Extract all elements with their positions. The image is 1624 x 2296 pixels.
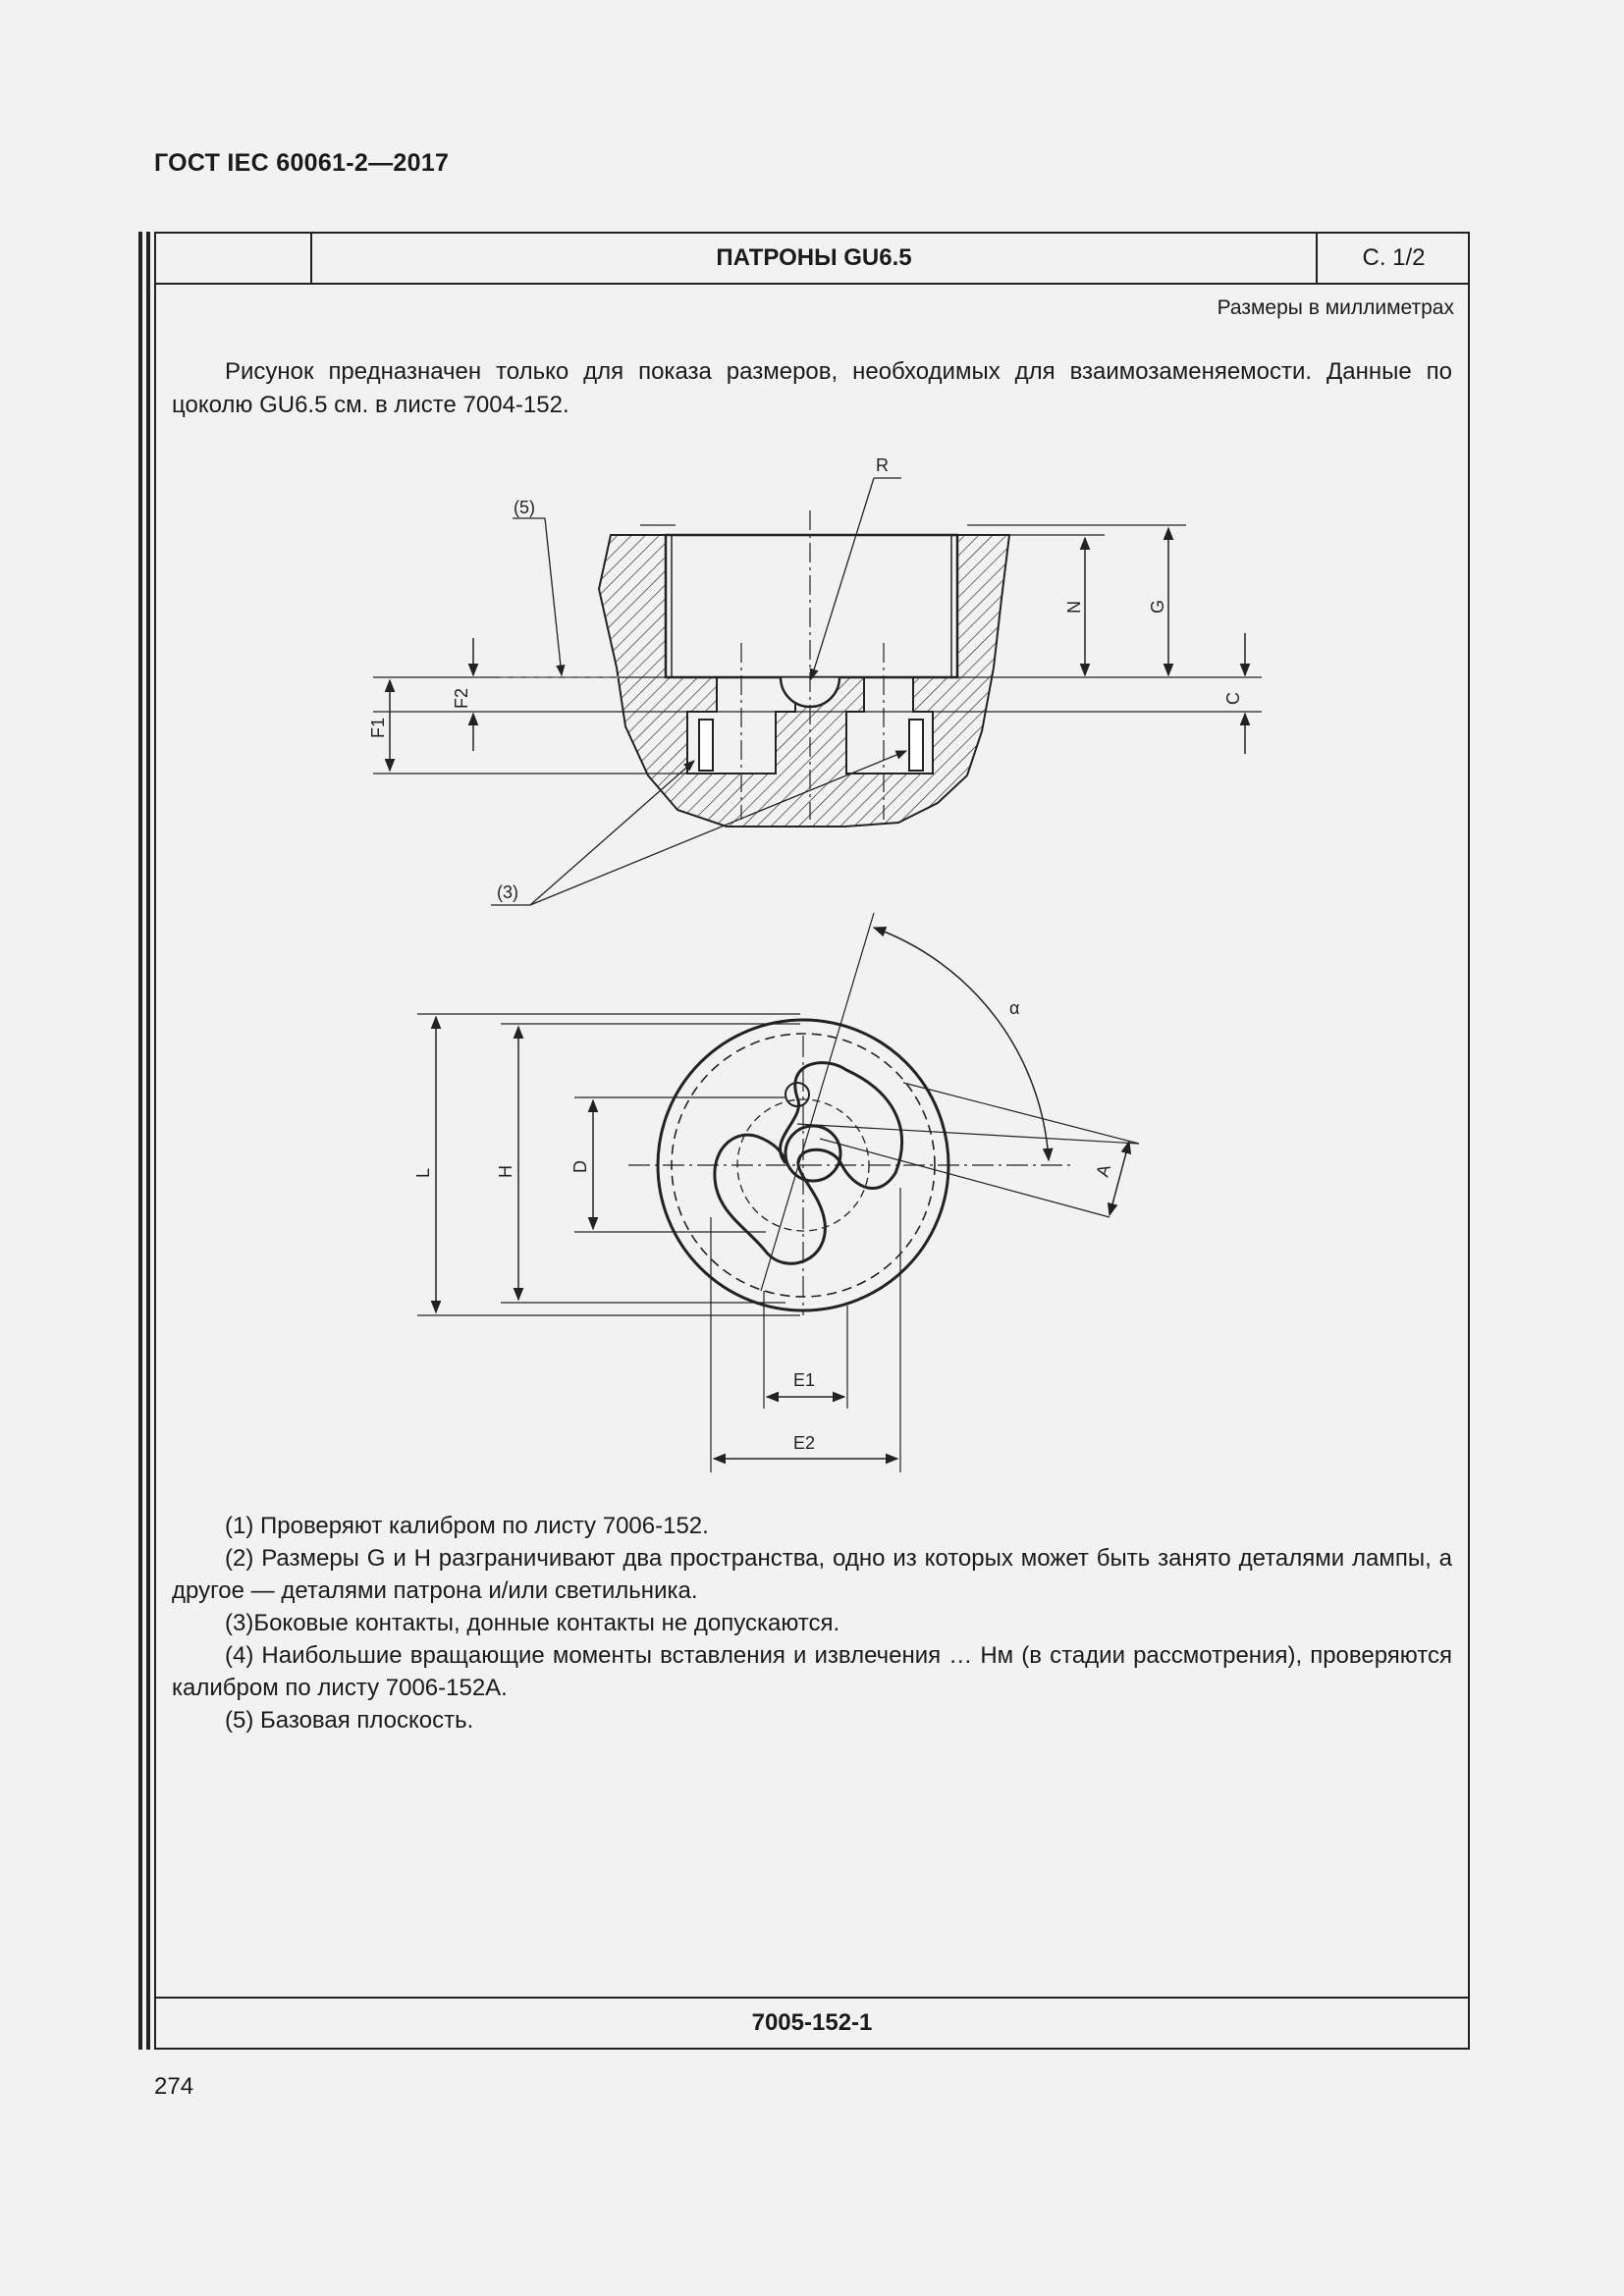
dim-E2-label: E2	[793, 1433, 816, 1453]
standard-header: ГОСТ IEC 60061-2—2017	[154, 149, 450, 177]
sheet-title: ПАТРОНЫ GU6.5	[716, 244, 912, 271]
plan-view	[413, 913, 1139, 1472]
dim-N-label: N	[1064, 601, 1084, 614]
contact-slot-left	[699, 720, 713, 771]
page-label: С. 1/2	[1316, 234, 1470, 283]
dim-F1-label: F1	[368, 717, 388, 738]
dim-G-label: G	[1148, 599, 1167, 614]
dim-H-label: H	[496, 1165, 515, 1178]
footer-code: 7005-152-1	[156, 1997, 1468, 2048]
page-number: 274	[154, 2073, 194, 2100]
dim-L-label: L	[413, 1167, 433, 1178]
contact-slot-right	[909, 720, 923, 771]
note-4: (4) Наибольшие вращающие моменты вставления и извлечения … Нм (в стадии рассмотрения), проверяются калибром по листу 7006-152А.	[172, 1642, 1452, 1701]
socket-cavity	[666, 535, 957, 677]
dim-F2-label: F2	[452, 687, 471, 709]
note-3: (3)Боковые контакты, донные контакты не допускаются.	[225, 1610, 840, 1636]
contacts-note-label: (3)	[497, 882, 518, 902]
note-2: (2) Размеры G и H разграничивают два пространства, одно из которых может быть занято деталями лампы, а другое — деталями патрона и/или светильника.	[172, 1545, 1452, 1604]
dim-E1-label: E1	[793, 1370, 816, 1390]
base-plane-note-label: (5)	[514, 498, 535, 517]
dim-A-label: A	[1092, 1162, 1114, 1180]
section-view	[368, 455, 1262, 905]
dim-C-label: C	[1223, 692, 1243, 705]
note-1: (1) Проверяют калибром по листу 7006-152.	[225, 1513, 709, 1539]
intro-paragraph: Рисунок предназначен только для показа размеров, необходимых для взаимозаменяемости. Данные по цоколю GU6.5 см. в листе 7004-152.	[172, 358, 1452, 418]
units-note: Размеры в миллиметрах	[1217, 296, 1454, 319]
note-5: (5) Базовая плоскость.	[225, 1707, 474, 1734]
angle-alpha-label: α	[1009, 998, 1020, 1018]
dim-D-label: D	[570, 1160, 590, 1173]
radius-R-label: R	[876, 455, 889, 475]
